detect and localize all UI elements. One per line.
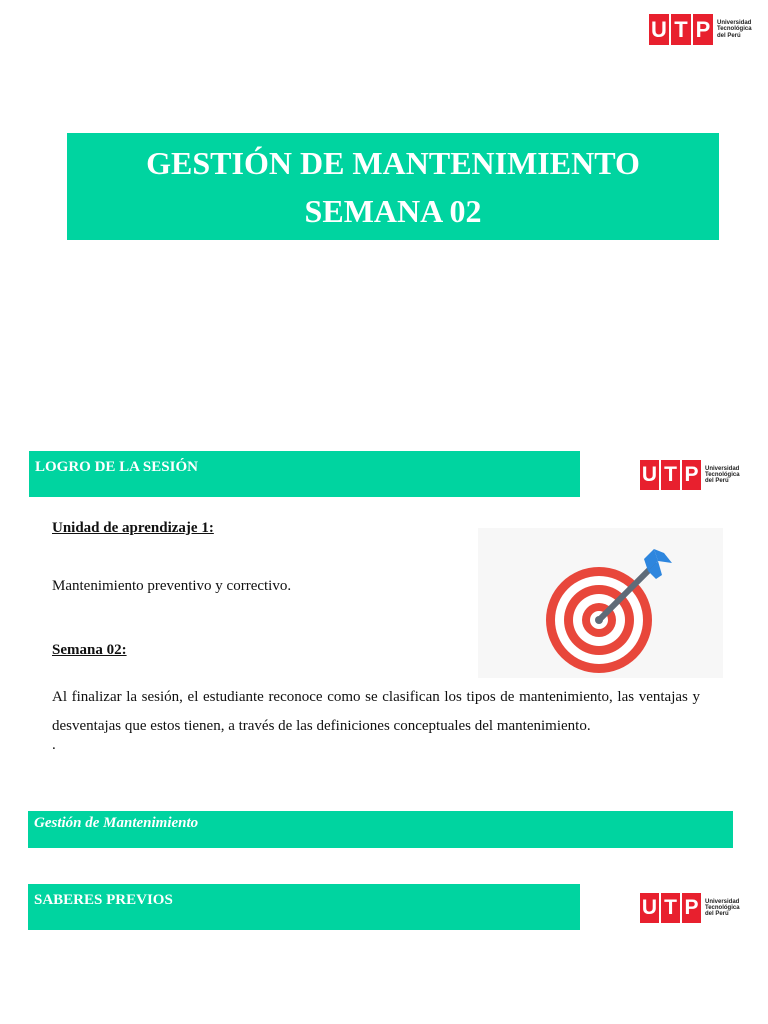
target-icon xyxy=(478,528,723,678)
logro-header-bar xyxy=(29,451,580,497)
logo-letter: T xyxy=(671,14,691,45)
logo-letter: T xyxy=(661,460,680,490)
utp-logo-top xyxy=(649,14,752,45)
logo-subtitle: Universidad Tecnológica del Perú xyxy=(705,465,740,485)
title-line-1: GESTIÓN DE MANTENIMIENTO xyxy=(146,144,640,181)
logo-letter: T xyxy=(661,893,680,923)
gestion-bar-text: Gestión de Mantenimiento xyxy=(34,815,199,831)
utp-logo-middle xyxy=(640,460,740,490)
unidad-heading: Unidad de aprendizaje 1: xyxy=(52,520,214,536)
gestion-bar xyxy=(28,811,733,848)
logo-subtitle: Universidad Tecnológica del Perú xyxy=(717,20,752,39)
trailing-dot: . xyxy=(52,737,56,753)
saberes-header-text: SABERES PREVIOS xyxy=(34,892,173,908)
logo-subtitle: Universidad Tecnológica del Perú xyxy=(705,898,740,918)
logo-letter: U xyxy=(640,893,659,923)
logo-letter: P xyxy=(693,14,713,45)
semana-heading: Semana 02: xyxy=(52,642,127,658)
unidad-text: Mantenimiento preventivo y correctivo. xyxy=(52,578,292,594)
logro-header-text: LOGRO DE LA SESIÓN xyxy=(35,459,198,475)
saberes-header-bar xyxy=(28,884,580,930)
logo-letter: P xyxy=(682,893,701,923)
logo-letter: P xyxy=(682,460,701,490)
utp-logo-bottom xyxy=(640,893,740,923)
title-banner xyxy=(67,133,719,240)
target-illustration xyxy=(478,528,723,678)
title-line-2: SEMANA 02 xyxy=(304,192,482,229)
logro-paragraph: Al finalizar la sesión, el estudiante reconoce como se clasifican los tipos de mantenimiento, las ventajas y desventajas que estos tienen, a través de las definiciones conceptuales del mantenimiento. xyxy=(52,689,700,734)
logo-letter: U xyxy=(649,14,669,45)
logo-letter: U xyxy=(640,460,659,490)
